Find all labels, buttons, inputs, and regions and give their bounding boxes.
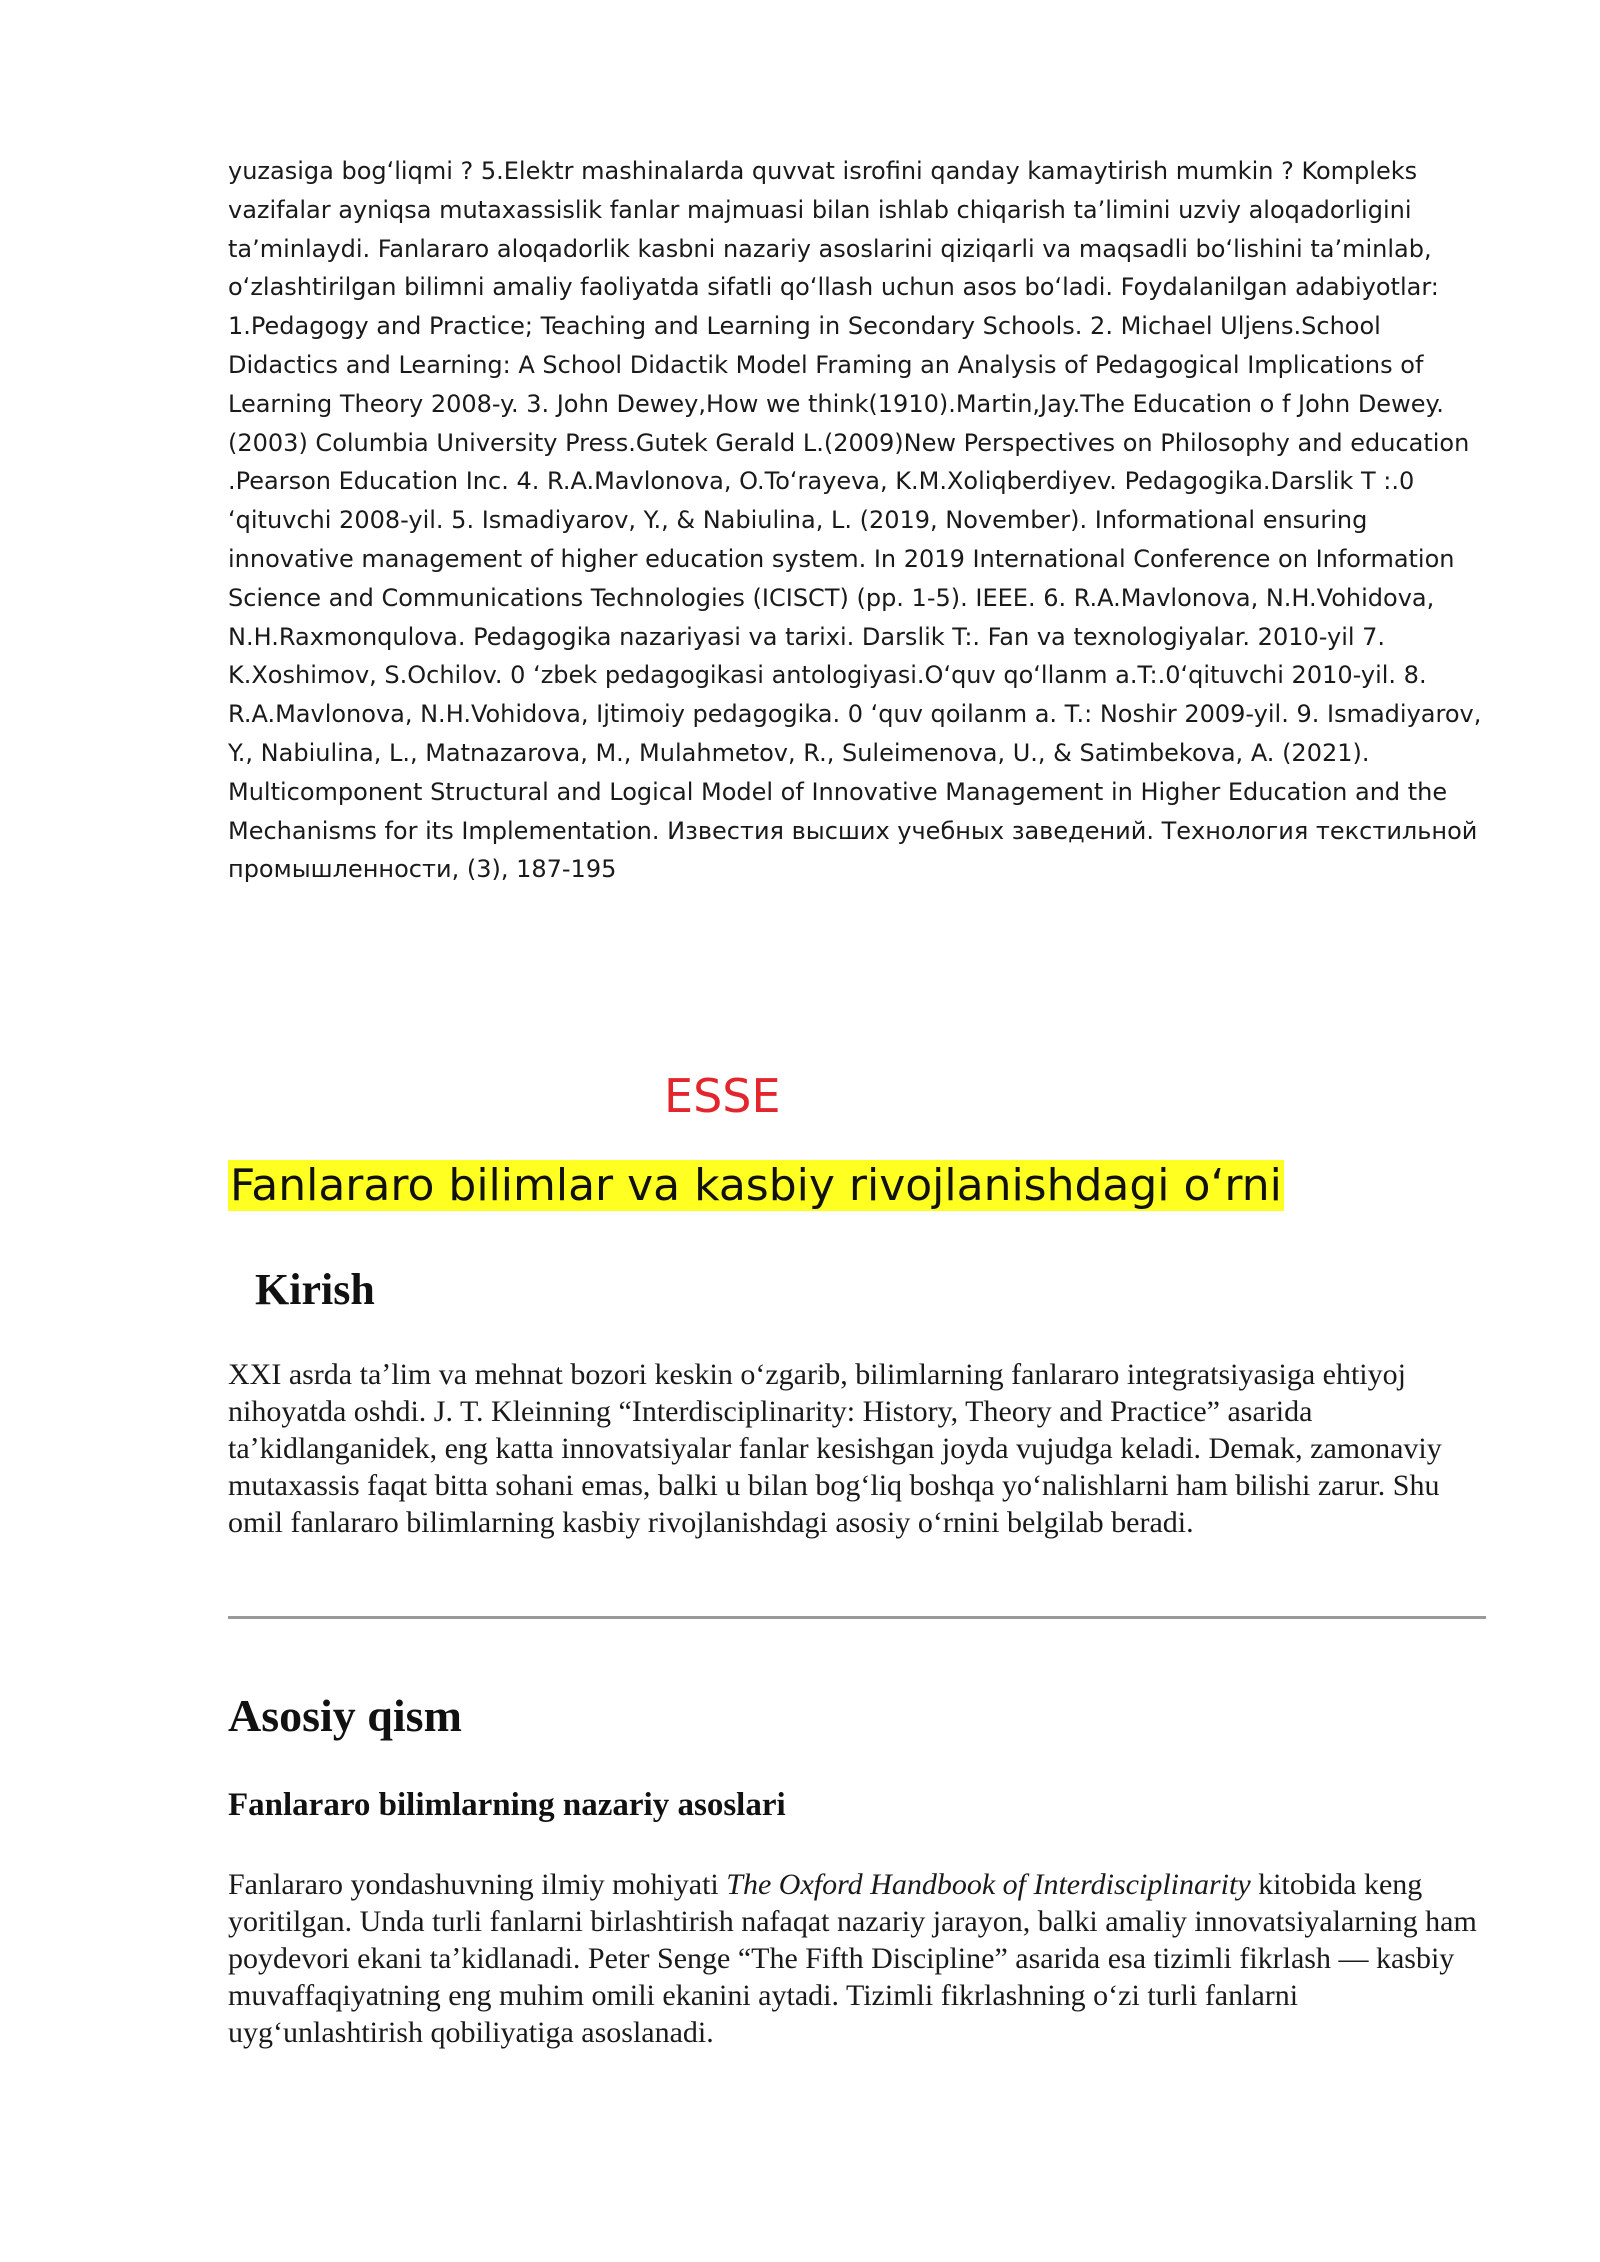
theory-text-start: Fanlararo yondashuvning ilmiy mohiyati	[228, 1868, 727, 1901]
main-heading: Asosiy qism	[228, 1690, 462, 1741]
essay-title	[228, 1156, 1284, 1216]
essay-title-highlight: Fanlararo bilimlar va kasbiy rivojlanishdagi oʻrni	[230, 1160, 1282, 1211]
essay-label: ESSE	[664, 1069, 781, 1123]
book-title-italic: The Oxford Handbook of Interdisciplinarity	[726, 1868, 1251, 1901]
theory-paragraph	[228, 1866, 1488, 2051]
section-divider	[228, 1616, 1486, 1619]
section-heading: Fanlararo bilimlarning nazariy asoslari	[228, 1787, 786, 1823]
intro-paragraph: XXI asrda taʼlim va mehnat bozori keskin oʻzgarib, bilimlarning fanlararo integratsiyasiga ehtiyoj nihoyatda oshdi. J. T. Kleinning “Interdisciplinarity: History, Theory and Practice” asarida taʼkidlanganidek, eng katta innovatsiyalar fanlar kesishgan joyda vujudga keladi. Demak, zamonaviy mutaxassis faqat bitta sohani emas, balki u bilan bogʻliq boshqa yoʻnalishlarni ham bilishi zarur. Shu omil fanlararo bilimlarning kasbiy rivojlanishdagi asosiy oʻrnini belgilab beradi.	[228, 1358, 1442, 1539]
intro-heading: Kirish	[255, 1265, 375, 1314]
references-paragraph: yuzasiga bogʻliqmi ? 5.Elektr mashinalarda quvvat isrofini qanday kamaytirish mumkin ? Kompleks vazifalar ayniqsa mutaxassislik fanlar majmuasi bilan ishlab chiqarish taʼlimini uzviy aloqadorligini taʼminlaydi. Fanlararo aloqadorlik kasbni nazariy asoslarini qiziqarli va maqsadli boʻlishini taʼminlab, oʻzlashtirilgan bilimni amaliy faoliyatda sifatli qoʻllash uchun asos boʻladi. Foydalanilgan adabiyotlar: 1.Pedagogy and Practice; Teaching and Learning in Secondary Schools. 2. Michael Uljens.School Didactics and Learning: A School Didactik Model Framing an Analysis of Pedagogical Implications of Learning Theory 2008-y. 3. John Dewey,How we think(1910).Martin,Jay.The Education o f John Dewey. (2003) Columbia University Press.Gutek Gerald L.(2009)New Perspectives on Philosophy and education .Pearson Education Inc. 4. R.A.Mavlonova, O.Toʻrayeva, K.M.Xoliqberdiyev. Pedagogika.Darslik T :.0 ʻqituvchi 2008-yil. 5. Ismadiyarov, Y., & Nabiulina, L. (2019, November). Informational ensuring innovative management of higher education system. In 2019 International Conference on Information Science and Communications Technologies (ICISCT) (pp. 1-5). IEEE. 6. R.A.Mavlonova, N.H.Vohidova, N.H.Raxmonqulova. Pedagogika nazariyasi va tarixi. Darslik T:. Fan va texnologiyalar. 2010-yil 7. K.Xoshimov, S.Ochilov. 0 ʻzbek pedagogikasi antologiyasi.Oʻquv qoʻllanm a.T:.0ʻqituvchi 2010-yil. 8. R.A.Mavlonova, N.H.Vohidova, Ijtimoiy pedagogika. 0 ʻquv qoilanm a. T.: Noshir 2009-yil. 9. Ismadiyarov, Y., Nabiulina, L., Matnazarova, M., Mulahmetov, R., Suleimenova, U., & Satimbekova, A. (2021). Multicomponent Structural and Logical Model of Innovative Management in Higher Education and the Mechanisms for its Implementation. Известия высших учебных заведений. Технология текстильной промышленности, (3), 187-195	[228, 157, 1482, 884]
theory-text-end: kitobida keng yoritilgan. Unda turli fanlarni birlashtirish nafaqat nazariy jarayon, balki amaliy innovatsiyalarning ham poydevori ekani taʼkidlanadi. Peter Senge “The Fifth Discipline” asarida esa tizimli fikrlash — kasbiy muvaffaqiyatning eng muhim omili ekanini aytadi. Tizimli fikrlashning oʻzi turli fanlarni uygʻunlashtirish qobiliyatiga asoslanadi.	[228, 1868, 1477, 2049]
